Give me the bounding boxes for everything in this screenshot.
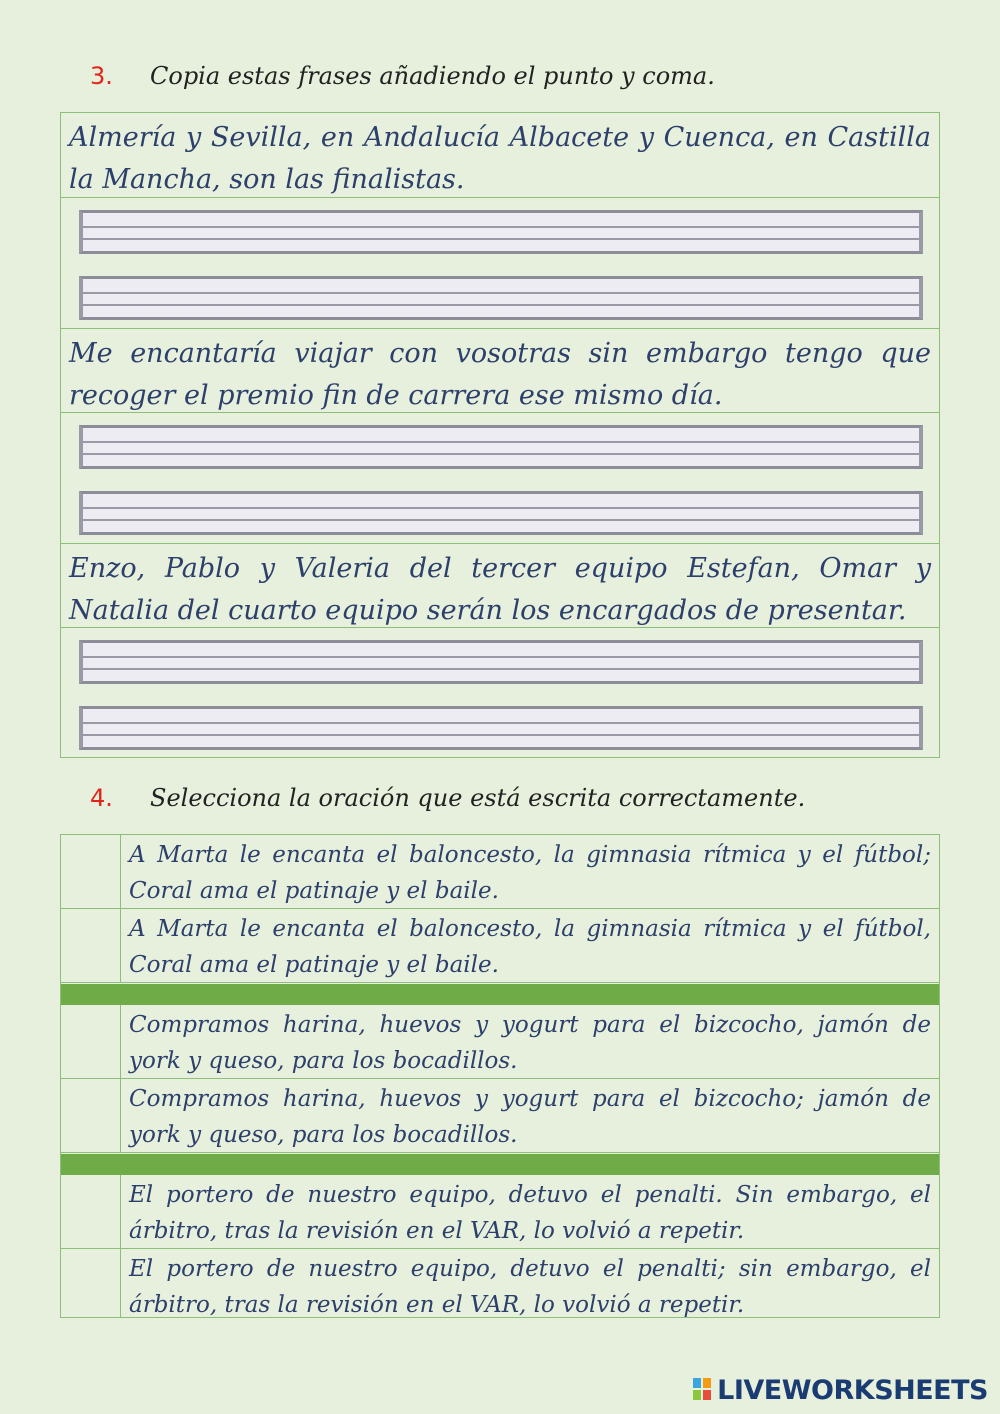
option-3a[interactable] xyxy=(61,1175,939,1249)
option-text: Compramos harina, huevos y yogurt para el bizcocho; jamón de york y queso, para los bocadillos. xyxy=(129,1086,931,1148)
brand-name: LIVEWORKSHEETS xyxy=(717,1374,988,1406)
option-text: El portero de nuestro equipo, detuvo el penalti; sin embargo, el árbitro, tras la revisión en el VAR, lo volvió a repetir. xyxy=(129,1256,931,1318)
writing-area-1 xyxy=(61,198,939,329)
option-select-box[interactable] xyxy=(61,1249,121,1317)
writing-area-2 xyxy=(61,413,939,544)
exercise-3-title xyxy=(90,62,715,90)
exercise-3-number: 3. xyxy=(90,62,113,90)
writing-line-1b[interactable] xyxy=(79,276,923,320)
option-select-box[interactable] xyxy=(61,1175,121,1248)
writing-line-1a[interactable] xyxy=(79,210,923,254)
option-2a[interactable] xyxy=(61,1005,939,1079)
option-select-box[interactable] xyxy=(61,909,121,982)
option-1b[interactable] xyxy=(61,909,939,983)
option-text: El portero de nuestro equipo, detuvo el penalti. Sin embargo, el árbitro, tras la revisión en el VAR, lo volvió a repetir. xyxy=(129,1182,931,1244)
liveworksheets-brand xyxy=(693,1374,988,1406)
exercise-4-number: 4. xyxy=(90,784,113,812)
option-select-box[interactable] xyxy=(61,1005,121,1078)
exercise-4-title xyxy=(90,784,805,812)
option-3b[interactable] xyxy=(61,1249,939,1317)
writing-line-2b[interactable] xyxy=(79,491,923,535)
exercise-3-table xyxy=(60,112,940,758)
option-select-box[interactable] xyxy=(61,835,121,908)
writing-line-3a[interactable] xyxy=(79,640,923,684)
group-separator xyxy=(61,1154,939,1175)
exercise-4-instruction: Selecciona la oración que está escrita correctamente. xyxy=(150,784,806,812)
option-text: A Marta le encanta el baloncesto, la gimnasia rítmica y el fútbol; Coral ama el patinaje y el baile. xyxy=(129,842,931,904)
sentence-1: Almería y Sevilla, en Andalucía Albacete y Cuenca, en Castilla la Mancha, son las finalistas. xyxy=(61,113,939,198)
writing-line-3b[interactable] xyxy=(79,706,923,750)
exercise-3-instruction: Copia estas frases añadiendo el punto y coma. xyxy=(150,62,715,90)
sentence-3: Enzo, Pablo y Valeria del tercer equipo Estefan, Omar y Natalia del cuarto equipo serán los encargados de presentar. xyxy=(61,544,939,628)
option-2b[interactable] xyxy=(61,1079,939,1153)
option-text: A Marta le encanta el baloncesto, la gimnasia rítmica y el fútbol, Coral ama el patinaje y el baile. xyxy=(129,916,931,978)
sentence-2: Me encantaría viajar con vosotras sin embargo tengo que recoger el premio fin de carrera ese mismo día. xyxy=(61,329,939,413)
option-text: Compramos harina, huevos y yogurt para el bizcocho, jamón de york y queso, para los bocadillos. xyxy=(129,1012,931,1074)
group-separator xyxy=(61,984,939,1005)
option-1a[interactable] xyxy=(61,835,939,909)
writing-area-3 xyxy=(61,628,939,758)
exercise-4-table xyxy=(60,834,940,1318)
liveworksheets-logo-icon xyxy=(693,1378,713,1402)
option-select-box[interactable] xyxy=(61,1079,121,1152)
writing-line-2a[interactable] xyxy=(79,425,923,469)
